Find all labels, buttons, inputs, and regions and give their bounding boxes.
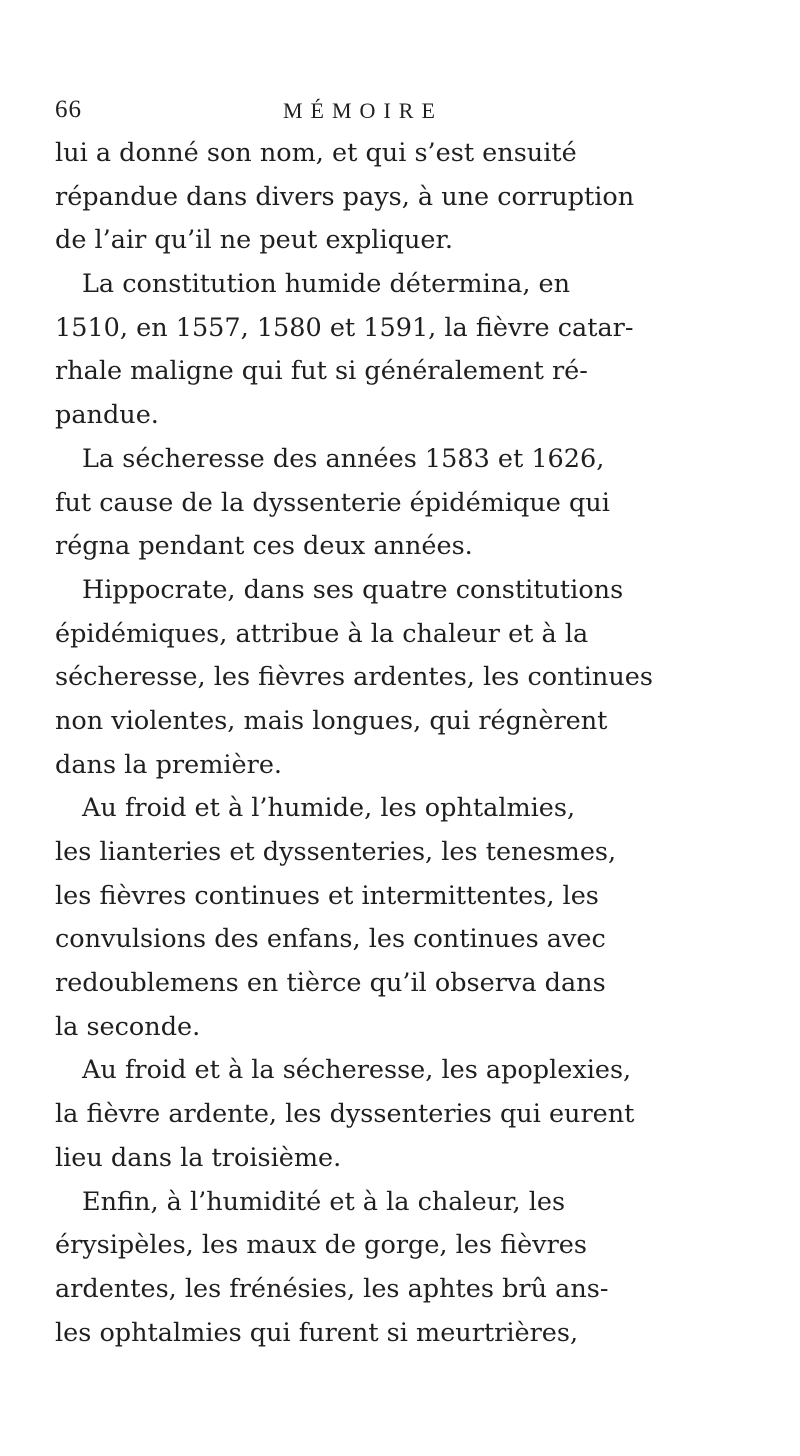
paragraph-start-line: La sécheresse des années 1583 et 1626, [82,443,605,474]
paragraph-start-line: Hippocrate, dans ses quatre constitutions [82,574,624,605]
text-line: fut cause de la dyssenterie épidémique qui [55,487,610,518]
text-line: régna pendant ces deux années. [55,531,473,562]
text-line: convulsions des enfans, les continues avec [55,924,606,955]
text-line: dans la première. [55,749,283,780]
text-line: les fièvres continues et intermittentes, les [55,880,599,911]
text-line: épidémiques, attribue à la chaleur et à la [55,618,589,649]
text-line: de l’air qu’il ne peut expliquer. [55,225,453,256]
text-line: lui a donné son nom, et qui s’est ensuité [55,138,577,168]
paragraph-start-line: Au froid et à l’humide, les ophtalmies, [82,793,576,824]
text-line: répandue dans divers pays, à une corruption [55,181,635,212]
body-text [55,132,765,1355]
text-line: les lianteries et dyssenteries, les tenesmes, [55,837,617,867]
text-line: sécheresse, les fièvres ardentes, les continues [55,662,653,693]
text-line: la seconde. [55,1011,201,1042]
text-line: rhale maligne qui fut si généralement ré- [55,356,588,387]
text-line: redoublemens en tièrce qu’il observa dans [55,968,606,999]
text-line: la fièvre ardente, les dyssenteries qui eurent [55,1099,635,1130]
running-title: MÉMOIRE [283,98,443,123]
text-line: non violentes, mais longues, qui régnèrent [55,705,608,736]
text-line: pandue. [55,400,159,431]
text-line: 1510, en 1557, 1580 et 1591, la fièvre catar- [55,312,634,343]
paragraph-start-line: Au froid et à la sécheresse, les apoplexies, [82,1055,632,1086]
text-line: érysipèles, les maux de gorge, les fièvres [55,1230,587,1261]
text-line: les ophtalmies qui furent si meurtrières, [55,1317,579,1348]
text-line: ardentes, les frénésies, les aphtes brû ans- [55,1273,609,1304]
text-line: lieu dans la troisième. [55,1142,342,1173]
page-number: 66 [55,96,82,123]
page-header [55,96,755,132]
paragraph-start-line: Enfin, à l’humidité et à la chaleur, les [82,1186,566,1217]
paragraph-start-line: La constitution humide détermina, en [82,269,571,300]
